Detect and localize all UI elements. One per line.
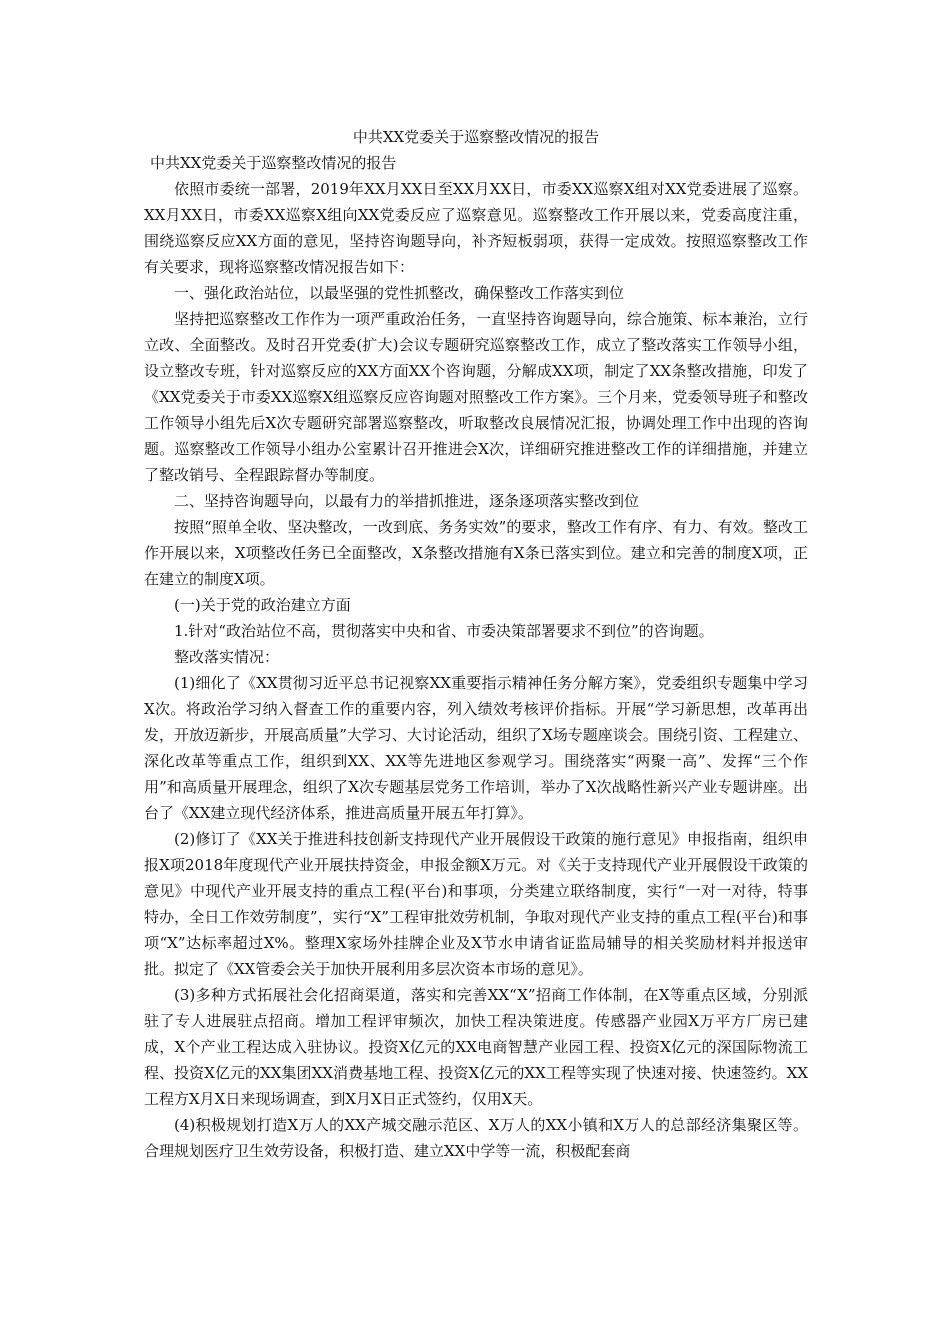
paragraph-intro: 依照市委统一部署，2019年XX月XX日至XX月XX日，市委XX巡察X组对XX党委进展了巡察。XX月XX日，市委XX巡察X组向XX党委反应了巡察意见。巡察整改工作开展以来，党委高度注重，围绕巡察反应XX方面的意见，坚持咨询题导向，补齐短板弱项，获得一定成效。按照巡察整改工作有关要求，现将巡察整改情况报告如下：	[144, 180, 808, 276]
measure-item-4: (4)积极规划打造X万人的XX产城交融示范区、X万人的XX小镇和X万人的总部经济集聚区等。合理规划医疗卫生效劳设备，积极打造、建立XX中学等一流，积极配套商	[144, 1116, 808, 1160]
subsection-heading-1: (一)关于党的政治建立方面	[174, 596, 351, 614]
measure-item-2: (2)修订了《XX关于推进科技创新支持现代产业开展假设干政策的施行意见》申报指南，组织申报X项2018年度现代产业开展扶持资金，申报金额X万元。对《关于支持现代产业开展假设干政策的意见》中现代产业开展支持的重点工程(平台)和事项，分类建立联络制度，实行“一对一对待，特事特办，全日工作效劳制度”，实行“X”工程审批效劳机制，争取对现代产业支持的重点工程(平台)和事项“X”达标率超过X%。整理X家场外挂牌企业及X节水申请省证监局辅导的相关奖励材料并报送审批。拟定了《XX管委会关于加快开展利用多层次资本市场的意见》。	[144, 830, 808, 978]
section-heading-2: 二、坚持咨询题导向，以最有力的举措抓推进，逐条逐项落实整改到位	[174, 492, 640, 510]
implementation-label: 整改落实情况：	[174, 648, 280, 666]
measure-item-3: (3)多种方式拓展社会化招商渠道，落实和完善XX“X”招商工作体制，在X等重点区域，分别派驻了专人进展驻点招商。增加工程评审频次，加快工程决策进度。传感器产业园X万平方厂房已建成，X个产业工程达成入驻协议。投资X亿元的XX电商智慧产业园工程、投资X亿元的深国际物流工程、投资X亿元的XX集团XX消费基地工程、投资X亿元的XX工程等实现了快速对接、快速签约。XX工程方X月X日来现场调查，到X月X日正式签约，仅用X天。	[144, 986, 808, 1108]
section-heading-1: 一、强化政治站位，以最坚强的党性抓整改，确保整改工作落实到位	[174, 284, 625, 302]
paragraph-section-2: 按照“照单全收、坚决整改，一改到底、务务实效”的要求，整改工作有序、有力、有效。整改工作开展以来，X项整改任务已全面整改，X条整改措施有X条已落实到位。建立和完善的制度X项，正在建立的制度X项。	[144, 518, 808, 588]
measure-item-1: (1)细化了《XX贯彻习近平总书记视察XX重要指示精神任务分解方案》，党委组织专题集中学习X次。将政治学习纳入督查工作的重要内容，列入绩效考核评价指标。开展“学习新思想，改革再出发，开放迈新步，开展高质量”大学习、大讨论活动，组织了X场专题座谈会。围绕引资、工程建立、深化改革等重点工作，组织到XX、XX等先进地区参观学习。围绕落实“两聚一高”、发挥“三个作用”和高质量开展理念，组织了X次专题基层党务工作培训，举办了X次战略性新兴产业专题讲座。出台了《XX建立现代经济体系，推进高质量开展五年打算》。	[144, 674, 808, 822]
document-title: 中共XX党委关于巡察整改情况的报告	[352, 128, 600, 146]
paragraph-section-1: 坚持把巡察整改工作作为一项严重政治任务，一直坚持咨询题导向，综合施策、标本兼治，立行立改、全面整改。及时召开党委(扩大)会议专题研究巡察整改工作，成立了整改落实工作领导小组，设立整改专班，针对巡察反应的XX方面XX个咨询题，分解成XX项，制定了XX条整改措施，印发了《XX党委关于市委XX巡察X组巡察反应咨询题对照整改工作方案》。三个月来，党委领导班子和整改工作领导小组先后X次专题研究部署巡察整改，听取整改良展情况汇报，协调处理工作中出现的咨询题。巡察整改工作领导小组办公室累计召开推进会X次，详细研究推进整改工作的详细措施，并建立了整改销号、全程跟踪督办等制度。	[144, 310, 808, 484]
document-subtitle: 中共XX党委关于巡察整改情况的报告	[150, 154, 397, 172]
document-body	[144, 124, 808, 1164]
issue-item-1: 1.针对“政治站位不高，贯彻落实中央和省、市委决策部署要求不到位”的咨询题。	[174, 622, 714, 640]
